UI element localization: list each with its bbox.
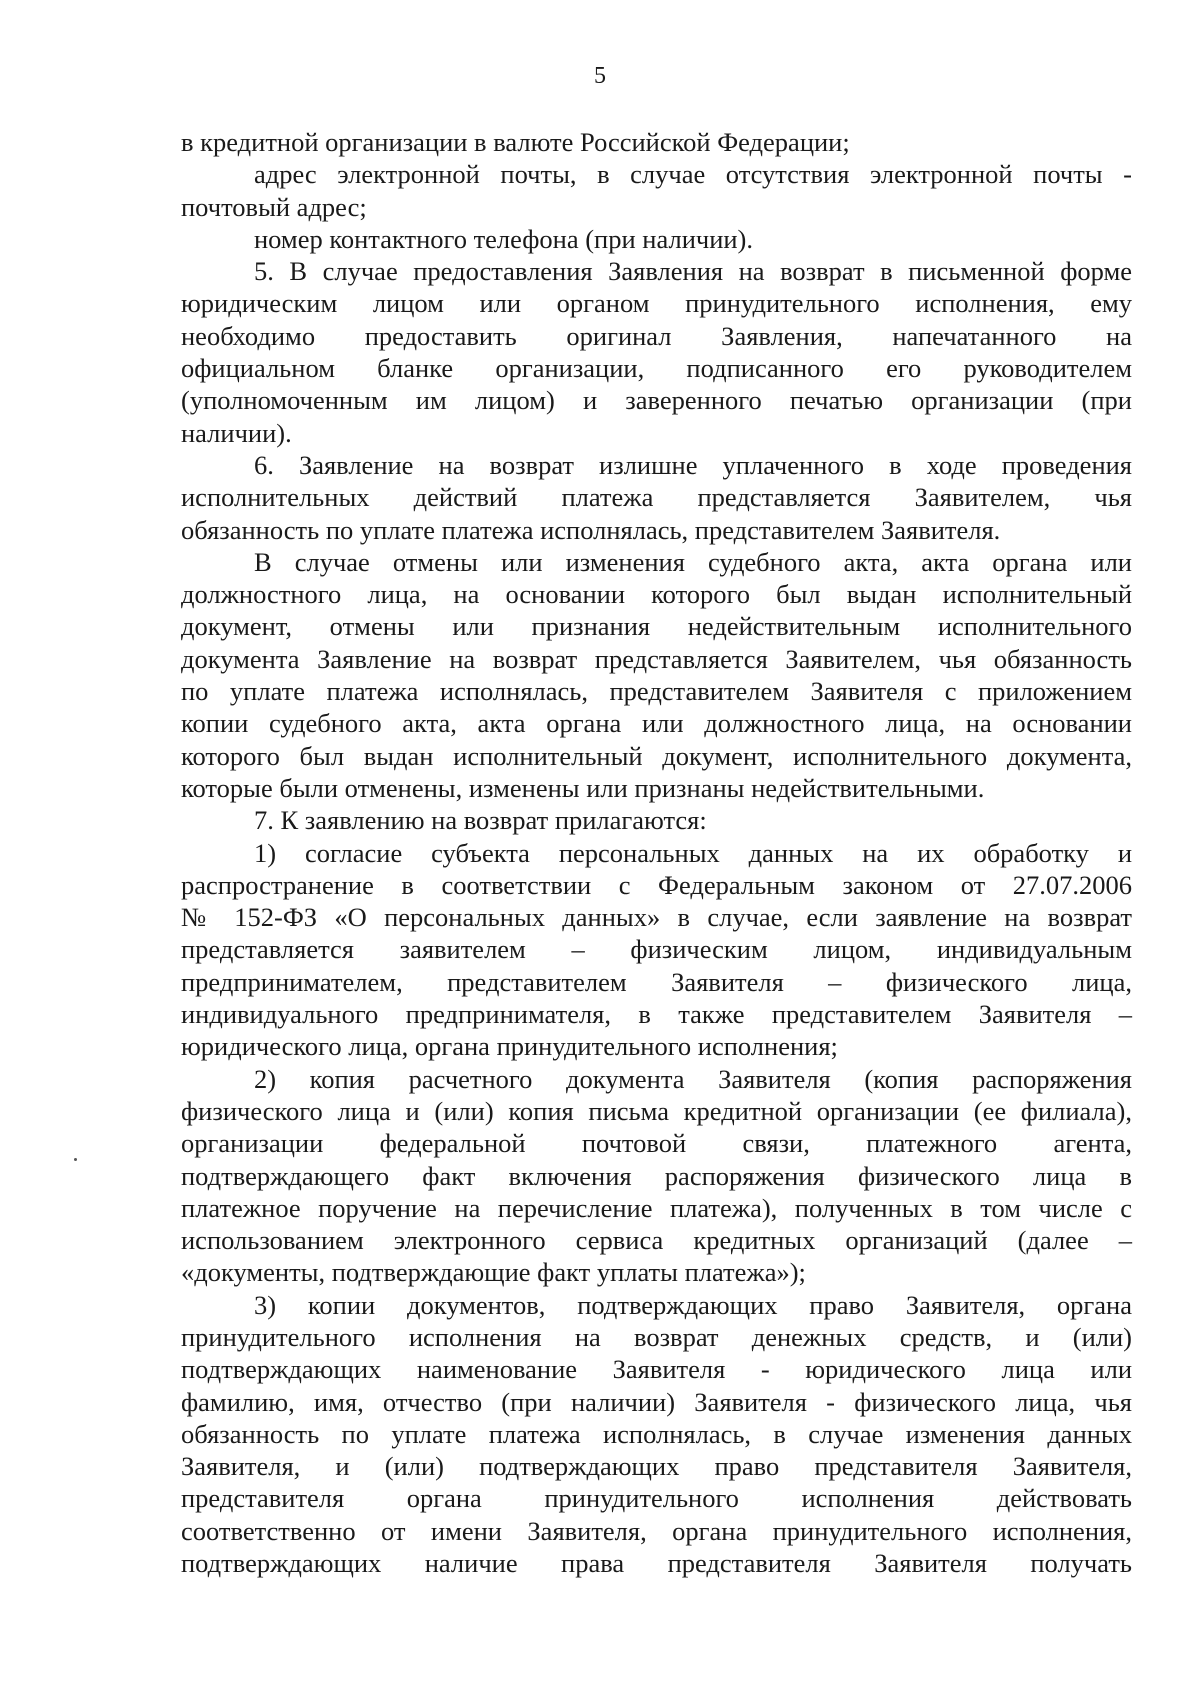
text-line: 3) копии документов, подтверждающих право Заявителя, органа — [254, 1289, 1132, 1320]
text-line: официальном бланке организации, подписанного его руководителем — [181, 353, 1132, 384]
text-line: фамилию, имя, отчество (при наличии) Заявителя - физического лица, чья — [181, 1386, 1132, 1417]
text-line: (уполномоченным им лицом) и заверенного печатью организации (при — [181, 385, 1132, 416]
text-line: которые были отменены, изменены или признаны недействительными. — [181, 772, 985, 803]
text-line: обязанность по уплате платежа исполнялась, представителем Заявителя. — [181, 514, 1001, 545]
text-line: исполнительных действий платежа представляется Заявителем, чья — [181, 482, 1132, 513]
text-line: предпринимателем, представителем Заявителя – физического лица, — [181, 966, 1132, 997]
text-line: № 152-ФЗ «О персональных данных» в случае, если заявление на возврат — [181, 902, 1132, 933]
text-line: должностного лица, на основании которого был выдан исполнительный — [181, 579, 1132, 610]
text-line: Заявителя, и (или) подтверждающих право представителя Заявителя, — [181, 1451, 1132, 1482]
text-line: наличии). — [181, 417, 292, 448]
text-line: подтверждающих наименование Заявителя - юридического лица или — [181, 1354, 1132, 1385]
text-line: 6. Заявление на возврат излишне уплаченного в ходе проведения — [254, 449, 1132, 480]
document-body — [181, 126, 1132, 1579]
text-line: принудительного исполнения на возврат денежных средств, и (или) — [181, 1321, 1132, 1352]
text-line: необходимо предоставить оригинал Заявления, напечатанного на — [181, 320, 1132, 351]
text-line: соответственно от имени Заявителя, органа принудительного исполнения, — [181, 1515, 1132, 1546]
text-line: подтверждающих наличие права представителя Заявителя получать — [181, 1548, 1132, 1579]
text-line: номер контактного телефона (при наличии). — [254, 223, 754, 254]
text-line: платежное поручение на перечисление платежа), полученных в том числе с — [181, 1192, 1132, 1223]
text-line: копии судебного акта, акта органа или должностного лица, на основании — [181, 708, 1132, 739]
text-line: почтовый адрес; — [181, 191, 367, 222]
text-line: представляется заявителем – физическим лицом, индивидуальным — [181, 934, 1132, 965]
text-line: представителя органа принудительного исполнения действовать — [181, 1483, 1132, 1514]
text-line: юридического лица, органа принудительного исполнения; — [181, 1031, 838, 1062]
text-line: В случае отмены или изменения судебного акта, акта органа или — [254, 546, 1132, 577]
text-line: физического лица и (или) копия письма кредитной организации (ее филиала), — [181, 1095, 1132, 1126]
text-line: адрес электронной почты, в случае отсутствия электронной почты - — [254, 159, 1132, 190]
text-line: юридическим лицом или органом принудительного исполнения, ему — [181, 288, 1132, 319]
page-number: 5 — [594, 63, 606, 89]
text-line: в кредитной организации в валюте Российской Федерации; — [181, 127, 850, 157]
text-line: индивидуального предпринимателя, в также представителем Заявителя – — [181, 999, 1132, 1030]
text-line: документа Заявление на возврат представляется Заявителем, чья обязанность — [181, 643, 1132, 674]
scan-speck — [74, 1158, 77, 1161]
text-line: 7. К заявлению на возврат прилагаются: — [254, 805, 707, 836]
text-line: 1) согласие субъекта персональных данных на их обработку и — [254, 837, 1132, 868]
text-line: распространение в соответствии с Федеральным законом от 27.07.2006 — [181, 869, 1132, 900]
text-line: документ, отмены или признания недействительным исполнительного — [181, 611, 1132, 642]
text-line: 2) копия расчетного документа Заявителя (копия распоряжения — [254, 1063, 1132, 1094]
text-line: подтверждающего факт включения распоряжения физического лица в — [181, 1160, 1132, 1191]
text-line: организации федеральной почтовой связи, платежного агента, — [181, 1128, 1132, 1159]
text-line: обязанность по уплате платежа исполнялась, в случае изменения данных — [181, 1418, 1132, 1449]
text-line: 5. В случае предоставления Заявления на возврат в письменной форме — [254, 256, 1132, 287]
text-line: по уплате платежа исполнялась, представителем Заявителя с приложением — [181, 676, 1132, 707]
text-line: использованием электронного сервиса кредитных организаций (далее – — [181, 1225, 1132, 1256]
text-line: которого был выдан исполнительный документ, исполнительного документа, — [181, 740, 1132, 771]
text-line: «документы, подтверждающие факт уплаты платежа»); — [181, 1257, 806, 1288]
